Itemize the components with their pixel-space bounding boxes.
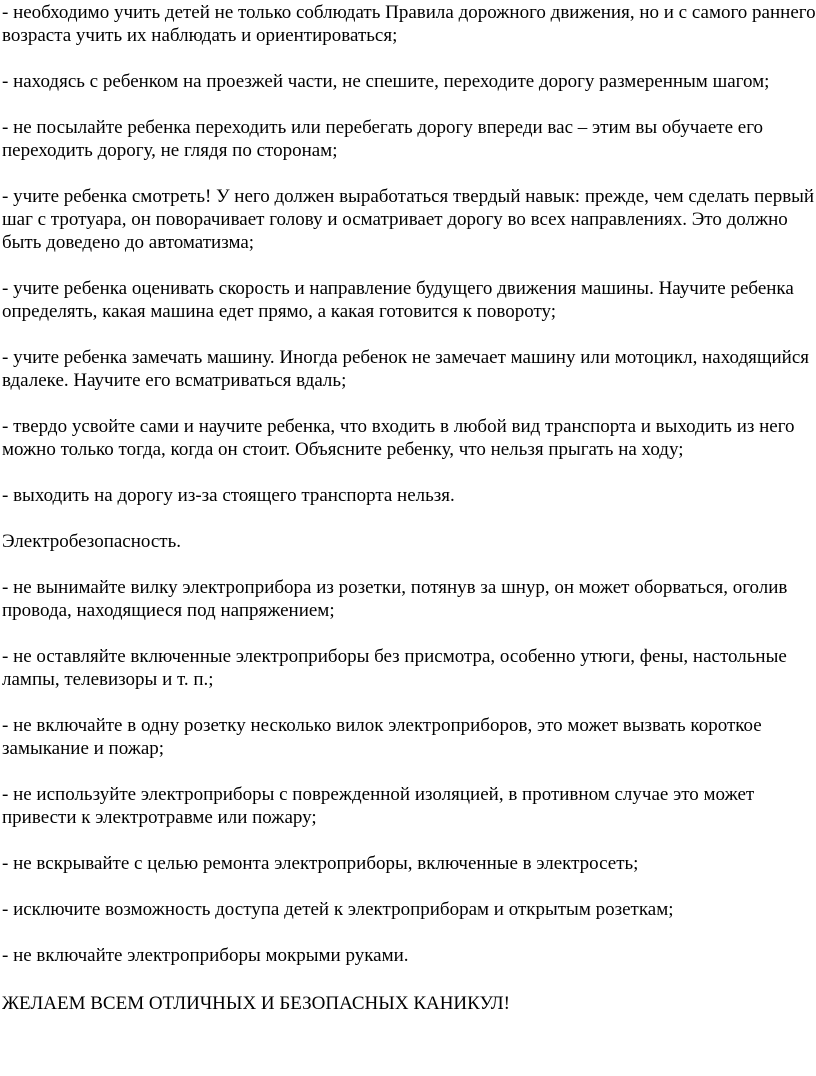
road-rule-paragraph: - учите ребенка оценивать скорость и направление будущего движения машины. Научите ребенка определять, какая машина едет прямо, а какая готовится к повороту; <box>2 278 794 322</box>
electric-rule-paragraph: - не вскрывайте с целью ремонта электроприборы, включенные в электросеть; <box>2 853 639 874</box>
electric-rule-paragraph: - не включайте в одну розетку несколько вилок электроприборов, это может вызвать короткое замыкание и пожар; <box>2 715 762 759</box>
electric-rule-paragraph: - не включайте электроприборы мокрыми руками. <box>2 945 409 966</box>
electric-rule-paragraph: - исключите возможность доступа детей к электроприборам и открытым розеткам; <box>2 899 674 920</box>
road-rule-paragraph: - находясь с ребенком на проезжей части, не спешите, переходите дорогу размеренным шагом; <box>2 71 770 92</box>
electric-rule-paragraph: - не вынимайте вилку электроприбора из розетки, потянув за шнур, он может оборваться, оголив провода, находящиеся под напряжением; <box>2 577 788 621</box>
electric-rule-paragraph: - не оставляйте включенные электроприборы без присмотра, особенно утюги, фены, настольные лампы, телевизоры и т. п.; <box>2 646 787 690</box>
section-heading-electric-safety: Электробезопасность. <box>2 531 182 552</box>
road-rule-paragraph: - необходимо учить детей не только соблюдать Правила дорожного движения, но и с самого раннего возраста учить их наблюдать и ориентироваться; <box>2 2 816 46</box>
road-rule-paragraph: - выходить на дорогу из-за стоящего транспорта нельзя. <box>2 485 455 506</box>
road-rule-paragraph: - учите ребенка смотреть! У него должен выработаться твердый навык: прежде, чем сделать первый шаг с тротуара, он поворачивает голову и осматривает дорогу во всех направлениях. Это должно быть доведено до автоматизма; <box>2 186 815 253</box>
road-rule-paragraph: - учите ребенка замечать машину. Иногда ребенок не замечает машину или мотоцикл, находящийся вдалеке. Научите его всматриваться вдаль; <box>2 347 810 391</box>
road-rule-paragraph: - твердо усвойте сами и научите ребенка, что входить в любой вид транспорта и выходить из него можно только тогда, когда он стоит. Объясните ребенку, что нельзя прыгать на ходу; <box>2 416 795 460</box>
road-rule-paragraph: - не посылайте ребенка переходить или перебегать дорогу впереди вас – этим вы обучаете его переходить дорогу, не глядя по сторонам; <box>2 117 764 161</box>
electric-rule-paragraph: - не используйте электроприборы с поврежденной изоляцией, в противном случае это может привести к электротравме или пожару; <box>2 784 755 828</box>
closing-wish: ЖЕЛАЕМ ВСЕМ ОТЛИЧНЫХ И БЕЗОПАСНЫХ КАНИКУЛ! <box>2 993 510 1014</box>
